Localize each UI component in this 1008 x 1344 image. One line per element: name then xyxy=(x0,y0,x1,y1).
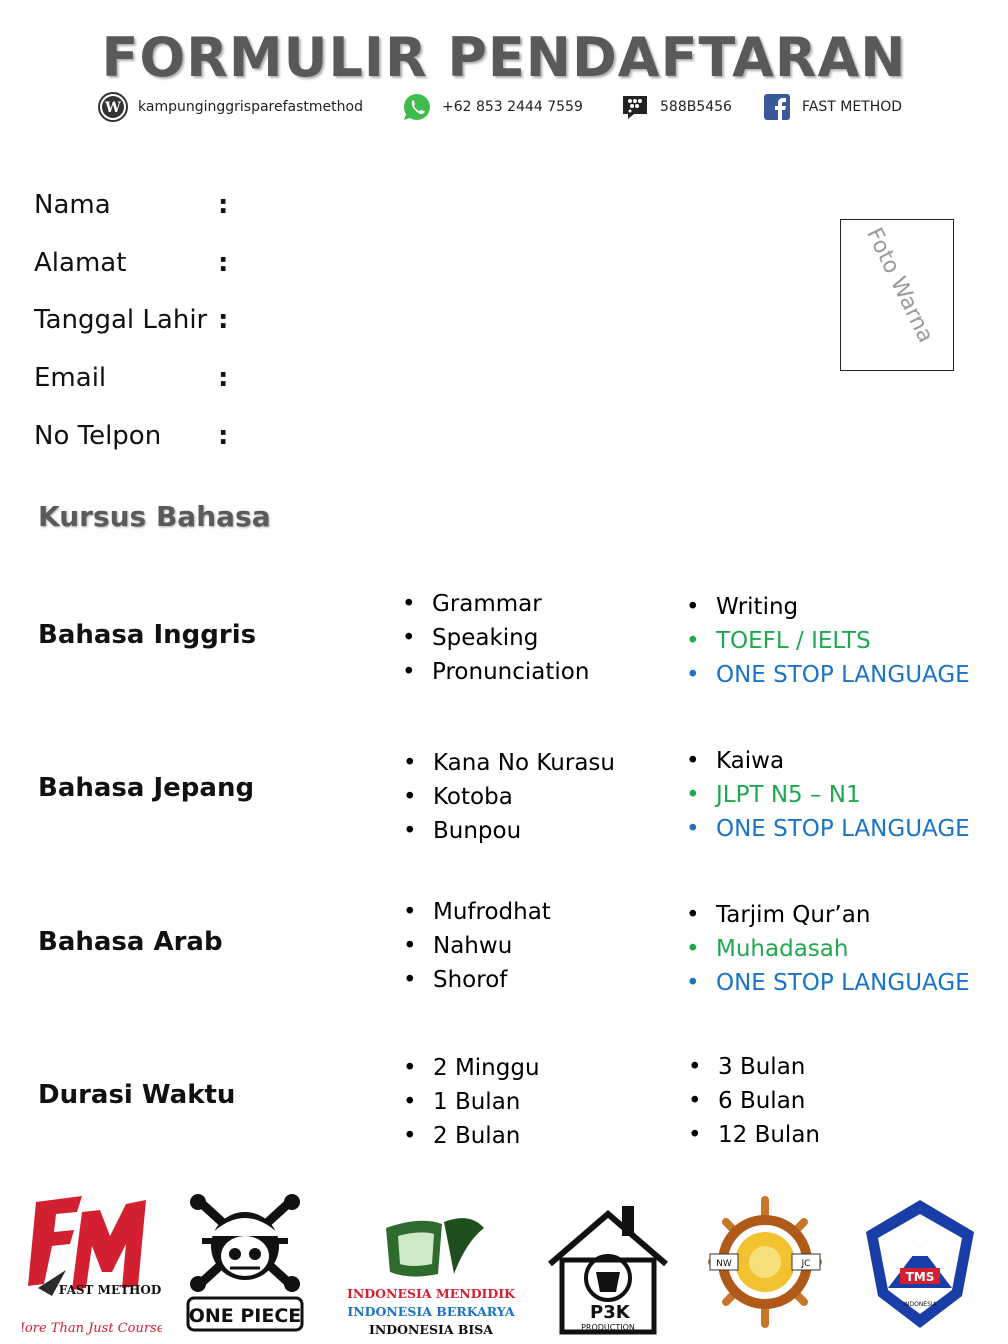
wheel-left-text: NW xyxy=(716,1259,732,1269)
field-label-no-telpon: No Telpon xyxy=(34,421,162,451)
field-colon: : xyxy=(218,190,229,220)
course-options-right xyxy=(688,1050,820,1152)
blackberry-icon xyxy=(620,92,650,122)
course-name-durasi: Durasi Waktu xyxy=(38,1080,236,1110)
one-piece-text: ONE PIECE xyxy=(188,1305,302,1327)
course-option: • Grammar xyxy=(402,587,589,621)
course-option: • 6 Bulan xyxy=(688,1084,820,1118)
tms-logo xyxy=(858,1192,982,1337)
course-option: • Nahwu xyxy=(403,929,551,963)
course-option: • 2 Bulan xyxy=(403,1119,540,1153)
course-options-left xyxy=(403,746,615,848)
contact-bbm xyxy=(620,92,732,122)
contact-bbm-text: 588B5456 xyxy=(660,99,732,115)
course-name-jepang: Bahasa Jepang xyxy=(38,773,255,803)
page-title: FORMULIR PENDAFTARAN xyxy=(101,26,907,89)
field-label-tanggal-lahir: Tanggal Lahir xyxy=(34,305,208,335)
course-option: • JLPT N5 – N1 xyxy=(686,778,970,812)
wheel-right-text: JC xyxy=(801,1259,811,1269)
wordpress-icon xyxy=(98,92,128,122)
course-option: • ONE STOP LANGUAGE xyxy=(686,658,970,692)
course-name-arab: Bahasa Arab xyxy=(38,927,223,957)
course-option: • TOEFL / IELTS xyxy=(686,624,970,658)
course-option: • Muhadasah xyxy=(686,932,970,966)
facebook-icon xyxy=(762,92,792,122)
course-option: • Kana No Kurasu xyxy=(403,746,615,780)
section-title: Kursus Bahasa xyxy=(38,500,271,533)
field-colon: : xyxy=(218,363,229,393)
field-label-nama: Nama xyxy=(34,190,111,220)
course-option: • Mufrodhat xyxy=(403,895,551,929)
contact-whatsapp xyxy=(402,92,583,122)
contact-website-text: kampunginggrisparefastmethod xyxy=(138,99,363,115)
field-colon: : xyxy=(218,248,229,278)
course-option: • Kaiwa xyxy=(686,744,970,778)
course-options-left xyxy=(403,1051,540,1153)
course-options-right xyxy=(686,590,970,692)
course-option: • Tarjim Qur’an xyxy=(686,898,970,932)
course-options-right xyxy=(686,744,970,846)
field-label-alamat: Alamat xyxy=(34,248,127,278)
tms-country-text: INDONESIA xyxy=(903,1301,937,1308)
course-options-left xyxy=(403,895,551,997)
field-colon: : xyxy=(218,305,229,335)
course-options-left xyxy=(402,587,589,689)
whatsapp-icon xyxy=(402,92,432,122)
p3k-text: P3K xyxy=(590,1302,630,1323)
contact-website xyxy=(98,92,363,122)
course-option: • Speaking xyxy=(402,621,589,655)
slogan-text xyxy=(336,1285,526,1339)
contact-facebook xyxy=(762,92,902,122)
field-label-email: Email xyxy=(34,363,107,393)
contact-facebook-text: FAST METHOD xyxy=(802,99,903,115)
course-option: • ONE STOP LANGUAGE xyxy=(686,966,970,1000)
course-option: • Pronunciation xyxy=(402,655,589,689)
slogan-emblem xyxy=(380,1212,490,1282)
course-option: • 1 Bulan xyxy=(403,1085,540,1119)
course-option: • 2 Minggu xyxy=(403,1051,540,1085)
tms-text: TMS xyxy=(905,1270,935,1284)
p3k-logo xyxy=(546,1192,670,1337)
course-option: • Bunpou xyxy=(403,814,615,848)
course-option: • Shorof xyxy=(403,963,551,997)
slogan-line: INDONESIA BERKARYA xyxy=(347,1304,515,1319)
course-option: • Kotoba xyxy=(403,780,615,814)
one-piece-logo xyxy=(184,1192,306,1337)
svg-text:W: W xyxy=(105,100,121,116)
contact-whatsapp-text: +62 853 2444 7559 xyxy=(442,99,583,115)
course-option: • 12 Bulan xyxy=(688,1118,820,1152)
ship-wheel-logo xyxy=(706,1192,824,1337)
course-option: • Writing xyxy=(686,590,970,624)
field-colon: : xyxy=(218,421,229,451)
course-option: • ONE STOP LANGUAGE xyxy=(686,812,970,846)
fast-method-logo xyxy=(22,1192,162,1337)
photo-box xyxy=(840,219,954,371)
course-name-inggris: Bahasa Inggris xyxy=(38,620,257,650)
photo-label: Foto Warna xyxy=(861,224,939,347)
course-option: • 3 Bulan xyxy=(688,1050,820,1084)
slogan-line: INDONESIA BISA xyxy=(368,1322,494,1337)
p3k-subtext: PRODUCTION xyxy=(581,1323,635,1332)
course-options-right xyxy=(686,898,970,1000)
fm-brand-text: FAST METHOD xyxy=(58,1283,162,1297)
fm-tagline: More Than Just Course xyxy=(22,1321,162,1336)
slogan-line: INDONESIA MENDIDIK xyxy=(347,1286,515,1301)
